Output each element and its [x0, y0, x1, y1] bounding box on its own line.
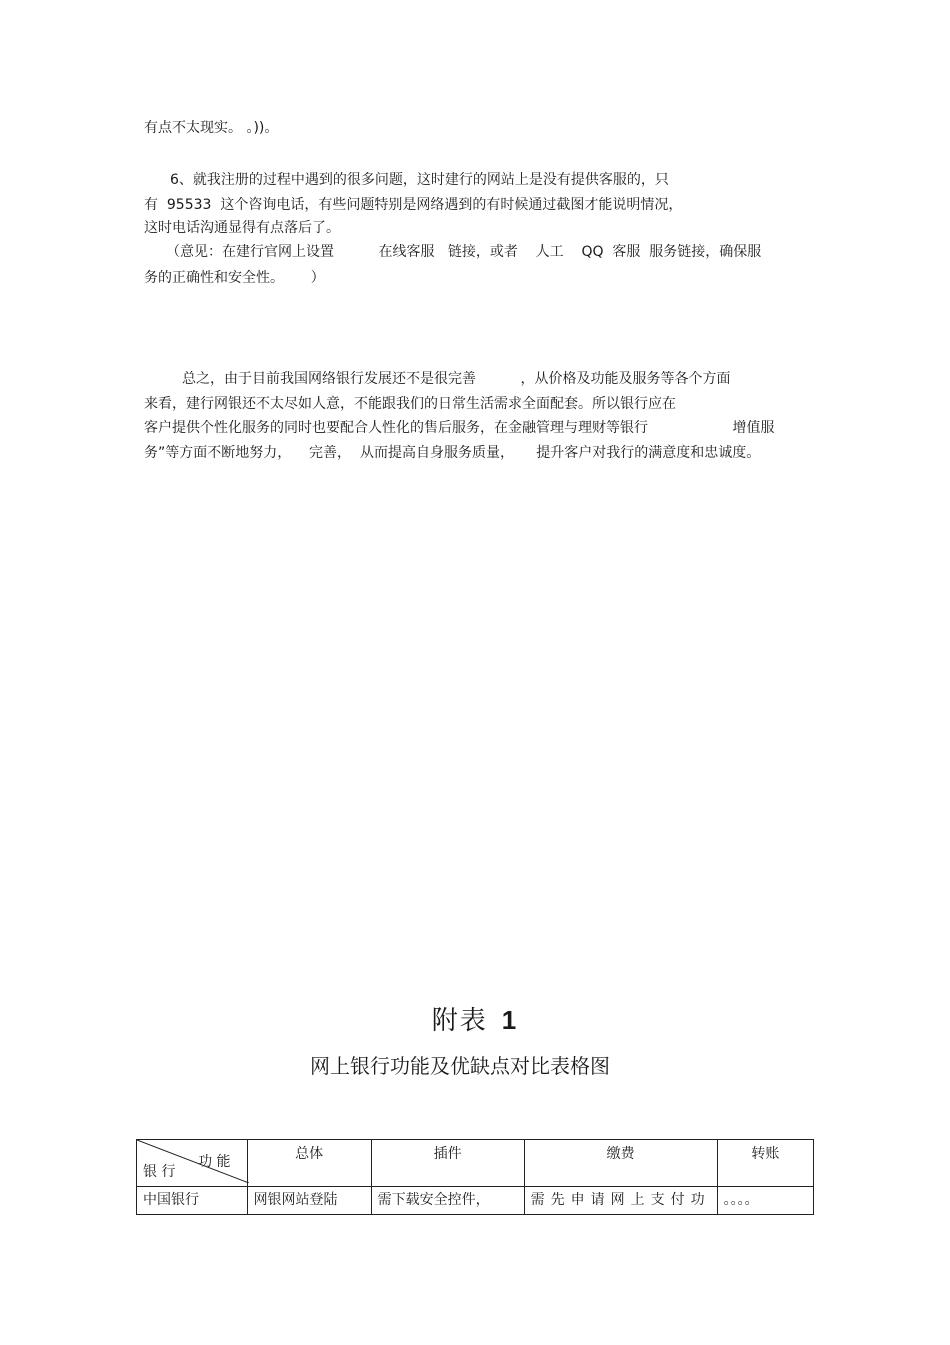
text-line: 6、就我注册的过程中遇到的很多问题，这时建行的网站上是没有提供客服的，只 [170, 172, 669, 188]
table-caption: 网上银行功能及优缺点对比表格图 [310, 1054, 610, 1078]
text-line: 有点不太现实。 。))。 [144, 120, 279, 136]
text-line: 来看，建行网银还不太尽如人意，不能跟我们的日常生活需求全面配套。所以银行应在 [144, 396, 676, 412]
diagonal-header-cell [137, 1140, 248, 1187]
table-cell: 中国银行 [137, 1187, 248, 1215]
appendix-title [0, 1000, 950, 1037]
header-cell: 总体 [247, 1140, 371, 1187]
text-line: 务的正确性和安全性。 ） [144, 270, 325, 286]
header-cell: 转账 [717, 1140, 813, 1187]
table-cell: 。。。。 [717, 1187, 813, 1215]
header-cell: 插件 [371, 1140, 524, 1187]
table-cell: 需下载安全控件， [371, 1187, 524, 1215]
text-line: 这时电话沟通显得有点落后了。 [144, 220, 340, 236]
header-cell: 缴费 [524, 1140, 717, 1187]
corner-label-function: 功 能 [198, 1154, 231, 1170]
appendix-number: 1 [501, 1005, 519, 1035]
table-cell: 需先申请网上支付功 [524, 1187, 717, 1215]
text-line: （意见：在建行官网上设置 在线客服 链接，或者 人工 QQ 客服 服务链接，确保服 [166, 244, 762, 260]
corner-label-bank: 银 行 [143, 1164, 176, 1180]
appendix-label: 附表 [431, 1006, 488, 1036]
comparison-table [136, 1139, 814, 1215]
table-cell: 网银网站登陆 [247, 1187, 371, 1215]
text-line: 务”等方面不断地努力， 完善， 从而提高自身服务质量， 提升客户对我行的满意度和忠诚度。 [144, 445, 761, 461]
text-line: 有 95533 这个咨询电话，有些问题特别是网络遇到的有时候通过截图才能说明情况， [144, 197, 683, 213]
text-line: 总之，由于目前我国网络银行发展还不是很完善 ，从价格及功能及服务等各个方面 [182, 371, 731, 387]
text-line: 客户提供个性化服务的同时也要配合人性化的售后服务，在金融管理与理财等银行 增值服 [144, 420, 775, 436]
table-row [137, 1187, 814, 1215]
table-header-row [137, 1140, 814, 1187]
